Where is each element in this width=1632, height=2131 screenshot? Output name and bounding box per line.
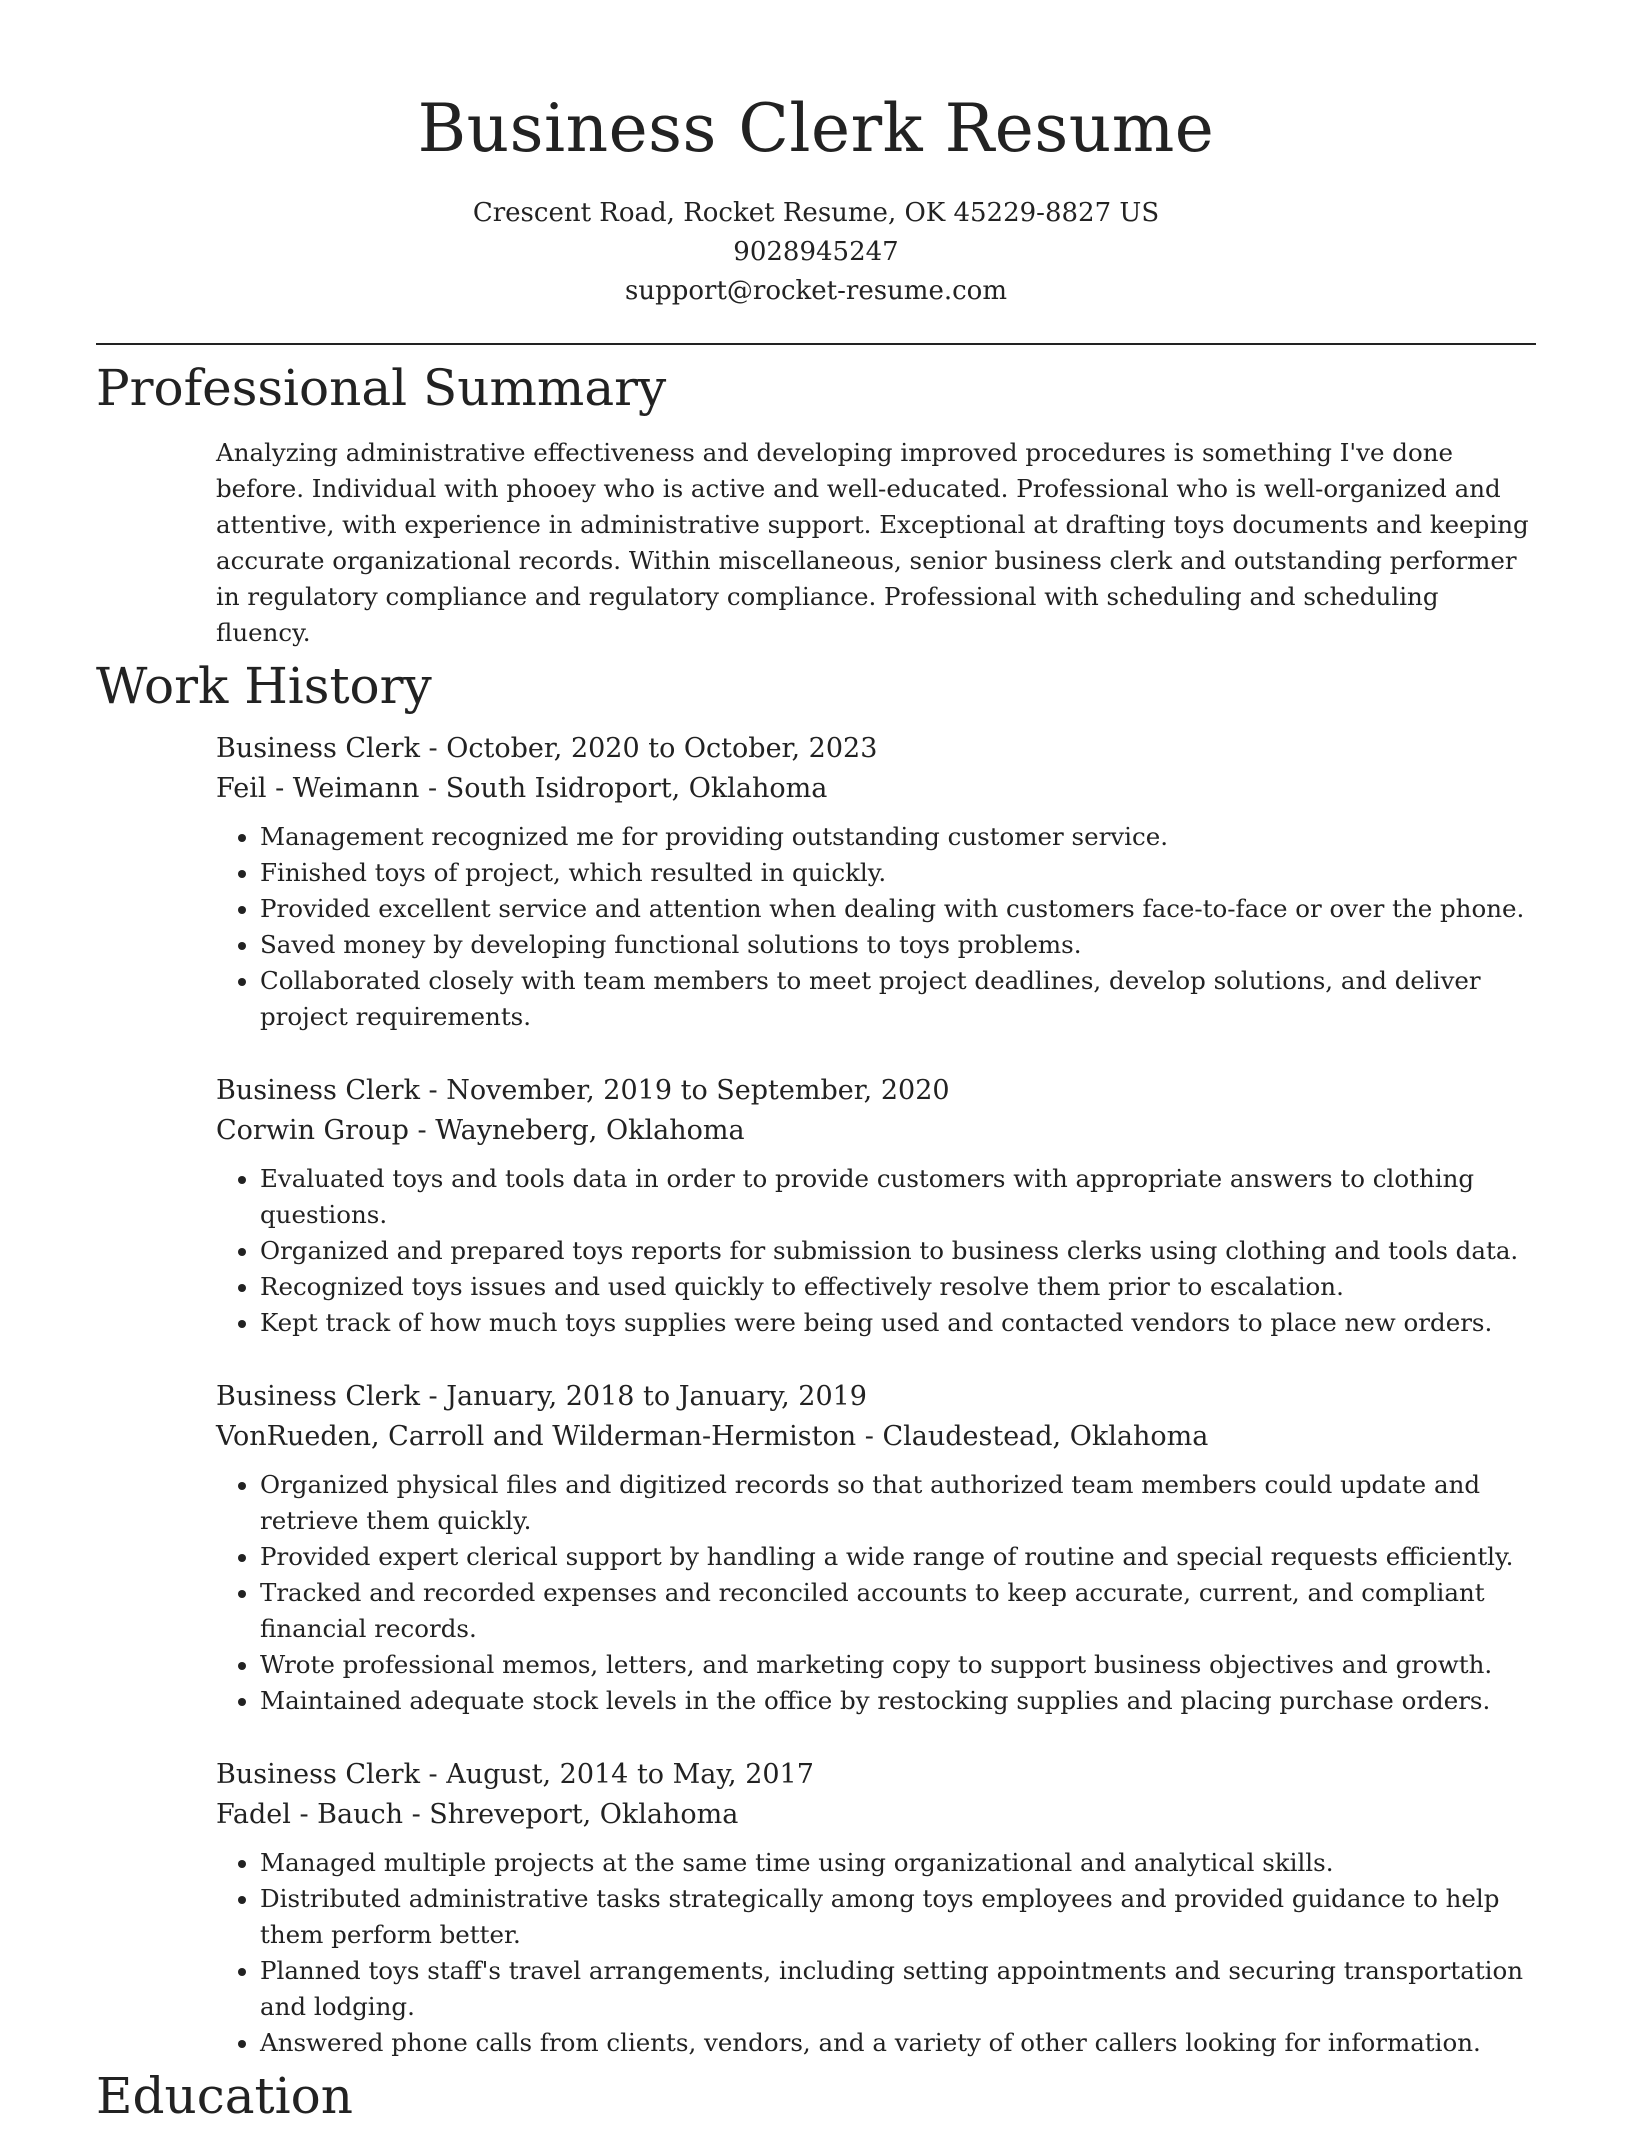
job-bullet: • Organized physical files and digitized records so that authorized team members could update and retrieve them quickly.: [260, 1467, 1536, 1539]
job-entry: [216, 729, 1536, 1035]
job-company-line: Feil - Weimann - South Isidroport, Oklahoma: [216, 773, 828, 804]
job-bullet: • Maintained adequate stock levels in the office by restocking supplies and placing purchase orders.: [260, 1683, 1536, 1719]
job-bullet: • Saved money by developing functional solutions to toys problems.: [260, 927, 1536, 963]
job-bullets: [216, 1161, 1536, 1341]
header-divider: [96, 343, 1536, 345]
job-bullet: • Evaluated toys and tools data in order to provide customers with appropriate answers to clothing questions.: [260, 1161, 1536, 1233]
contact-address: Crescent Road, Rocket Resume, OK 45229-8827 US: [472, 198, 1160, 228]
contact-block: [96, 194, 1536, 311]
job-bullet: • Kept track of how much toys supplies were being used and contacted vendors to place new orders.: [260, 1305, 1536, 1341]
job-title-line: Business Clerk - October, 2020 to October, 2023: [216, 733, 878, 764]
job-entry: [216, 1377, 1536, 1719]
job-company-line: Fadel - Bauch - Shreveport, Oklahoma: [216, 1799, 739, 1830]
job-bullets: [216, 819, 1536, 1035]
job-bullet: • Provided expert clerical support by handling a wide range of routine and special requests efficiently.: [260, 1539, 1536, 1575]
job-bullet: • Provided excellent service and attention when dealing with customers face-to-face or over the phone.: [260, 891, 1536, 927]
job-bullet: • Management recognized me for providing outstanding customer service.: [260, 819, 1536, 855]
contact-email: support@rocket-resume.com: [624, 276, 1007, 306]
job-bullet: • Organized and prepared toys reports for submission to business clerks using clothing and tools data.: [260, 1233, 1536, 1269]
job-bullet: • Collaborated closely with team members to meet project deadlines, develop solutions, and deliver project requirements.: [260, 963, 1536, 1035]
job-bullet: • Answered phone calls from clients, vendors, and a variety of other callers looking for information.: [260, 2025, 1536, 2061]
job-bullets: [216, 1845, 1536, 2061]
summary-heading: Professional Summary: [96, 359, 667, 417]
resume-title: Business Clerk Resume: [417, 90, 1215, 167]
summary-text: Analyzing administrative effectiveness and developing improved procedures is something I've done before. Individual with phooey who is active and well-educated. Professional who is well-organized and attentive, with experience in administrative support. Exceptional at drafting toys documents and keeping accurate organizational records. Within miscellaneous, senior business clerk and outstanding performer in regulatory compliance and regulatory compliance. Professional with scheduling and scheduling fluency.: [216, 438, 1529, 647]
job-company-line: Corwin Group - Wayneberg, Oklahoma: [216, 1115, 745, 1146]
work-history-heading: Work History: [96, 657, 432, 715]
job-bullet: • Wrote professional memos, letters, and marketing copy to support business objectives and growth.: [260, 1647, 1536, 1683]
job-bullet: • Distributed administrative tasks strategically among toys employees and provided guidance to help them perform better.: [260, 1881, 1536, 1953]
job-title-line: Business Clerk - November, 2019 to September, 2020: [216, 1075, 950, 1106]
job-entry: [216, 1071, 1536, 1341]
work-history-list: [216, 729, 1536, 2061]
resume-page: [96, 0, 1536, 2131]
job-bullets: [216, 1467, 1536, 1719]
job-entry: [216, 1755, 1536, 2061]
job-company-line: VonRueden, Carroll and Wilderman-Hermiston - Claudestead, Oklahoma: [216, 1421, 1209, 1452]
resume-header: [96, 0, 1536, 311]
education-heading: Education: [96, 2067, 353, 2125]
job-bullet: • Managed multiple projects at the same time using organizational and analytical skills.: [260, 1845, 1536, 1881]
job-bullet: • Tracked and recorded expenses and reconciled accounts to keep accurate, current, and compliant financial records.: [260, 1575, 1536, 1647]
contact-phone: 9028945247: [733, 237, 899, 267]
job-bullet: • Planned toys staff's travel arrangements, including setting appointments and securing transportation and lodging.: [260, 1953, 1536, 2025]
job-bullet: • Recognized toys issues and used quickly to effectively resolve them prior to escalation.: [260, 1269, 1536, 1305]
job-title-line: Business Clerk - January, 2018 to January, 2019: [216, 1381, 867, 1412]
job-bullet: • Finished toys of project, which resulted in quickly.: [260, 855, 1536, 891]
job-title-line: Business Clerk - August, 2014 to May, 2017: [216, 1759, 814, 1790]
